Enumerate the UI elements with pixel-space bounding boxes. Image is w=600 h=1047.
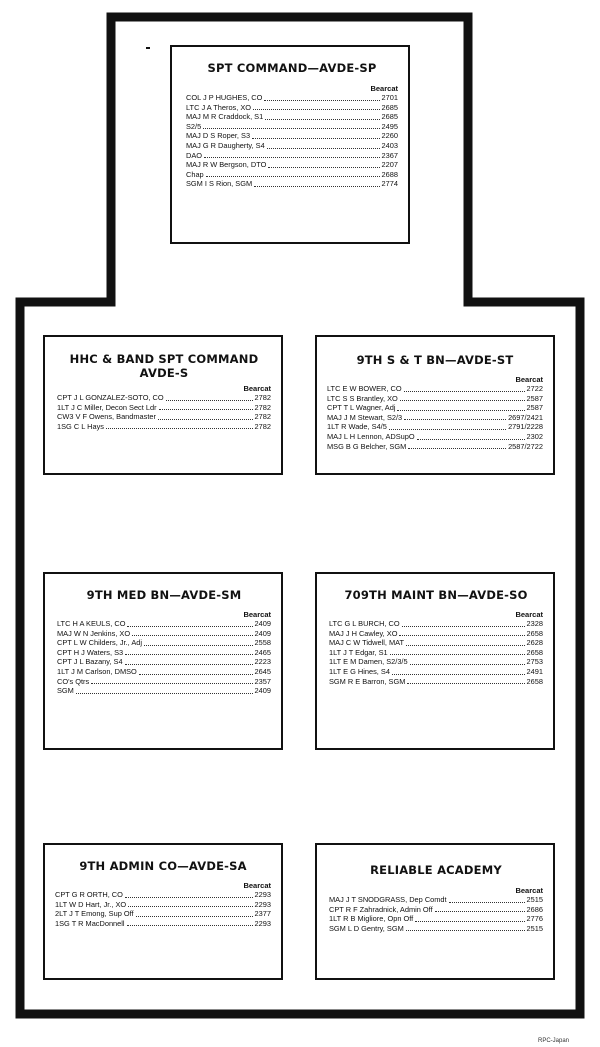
list-item [329,619,543,629]
box-title-line: 9TH MED BN—AVDE-SM [86,588,242,602]
entry-name: LTC E W BOWER, CO [327,384,402,393]
leader-dots [400,400,525,401]
leader-dots [206,176,380,177]
entry-name: 1LT J C Miller, Decon Sect Ldr [57,402,157,412]
entry-number: 2328 [526,619,543,628]
leader-dots [268,167,379,168]
entry-name: MAJ J T SNODGRASS, Dep Comdt [329,895,447,904]
entry-number: 2207 [381,160,398,170]
entry-number: 2293 [254,890,271,899]
list-item [327,422,543,432]
leader-dots [417,439,525,440]
entry-name: MAJ L H Lennon, ADSupO [327,431,415,441]
entry-name: 1LT E G Hines, S4 [329,666,390,676]
entry-name: CPT L W Childers, Jr., Adj [57,638,143,648]
entry-name: MSG B G Belcher, SGM [327,441,407,451]
leader-dots [267,148,380,149]
entry-number: 2753 [526,657,543,667]
entry-number: 2293 [254,899,271,909]
list-item [57,657,271,667]
entry-number: 2377 [254,909,271,919]
entry-number: 2302 [526,431,543,441]
entry-number: 2782 [254,412,271,422]
entry-name: SGM L D Gentry, SGM [329,923,404,933]
entry-name: MAJ W N Jenkins, XO [57,628,131,638]
list-item [329,629,543,639]
entry-number: 2776 [526,914,543,924]
entry-name: MAJ M R Craddock, S1 [186,112,264,122]
box-title-line: SPT COMMAND—AVDE-SP [207,61,377,75]
entry-name: SGM I S Rion, SGM [186,179,253,189]
entry-number: 2357 [254,676,271,686]
entry-number: 2367 [381,150,398,160]
list-item [327,384,543,394]
list-item [186,141,398,151]
leader-dots [389,429,506,430]
leader-dots [106,428,253,429]
box-title-line: 709TH MAINT BN—AVDE-SO [344,588,528,602]
list-item [327,403,543,413]
list-item [57,667,271,677]
list-item [186,93,398,103]
entry-name: CPT J L Bazany, S4 [57,657,123,667]
list-item [55,900,271,910]
box-title-line: 9TH ADMIN CO—AVDE-SA [79,859,247,873]
list-item [327,394,543,404]
maint-bn-box [315,572,555,750]
list-item [186,151,398,161]
leader-dots [408,448,506,449]
leader-dots [392,674,525,675]
entry-name: LTC J A Theros, XO [186,102,252,112]
box-title [329,863,543,877]
bearcat-subheader: Bearcat [243,610,271,619]
entry-name: 1LT R B Migliore, Opn Off [329,914,414,924]
entry-name: MAJ G R Daugherty, S4 [186,140,265,150]
box-title-line: 9TH S & T BN—AVDE-ST [356,353,514,367]
stray-mark [146,47,150,49]
entry-number: 2686 [526,904,543,914]
bearcat-subheader: Bearcat [370,84,398,93]
entry-list [186,93,398,189]
entry-number: 2791/2228 [508,422,543,432]
list-item [329,677,543,687]
list-item [186,160,398,170]
entry-number: 2701 [381,93,398,102]
leader-dots [144,645,253,646]
list-item [329,914,543,924]
entry-name: CW3 V F Owens, Bandmaster [57,412,156,422]
leader-dots [435,911,525,912]
list-item [57,638,271,648]
leader-dots [415,921,524,922]
admin-co-box [43,843,283,980]
box-title-line: AVDE-S [139,366,189,380]
box-title [57,588,271,602]
bearcat-subheader: Bearcat [515,886,543,895]
entry-name: DAO [186,150,203,160]
entry-number: 2782 [254,402,271,412]
entry-name: CO's Qtrs [57,676,90,686]
entry-list [329,619,543,686]
entry-name: MAJ J H Cawley, XO [329,628,398,638]
reliable-academy-box [315,843,555,980]
entry-name: 1LT J M Carlson, DMSO [57,666,137,676]
entry-number: 2558 [254,638,271,648]
entry-number: 2722 [526,384,543,393]
entry-name: 1LT E M Damen, S2/3/5 [329,657,408,667]
list-item [327,442,543,452]
entry-number: 2658 [526,647,543,657]
list-item [186,112,398,122]
entry-name: 1LT J T Edgar, S1 [329,647,388,657]
list-item [57,393,271,403]
entry-number: 2782 [254,421,271,431]
entry-name: CPT J L GONZALEZ-SOTO, CO [57,393,164,402]
list-item [186,103,398,113]
entry-list [55,890,271,928]
list-item [55,909,271,919]
entry-number: 2495 [381,121,398,131]
leader-dots [158,419,253,420]
leader-dots [390,654,525,655]
entry-name: SGM [57,686,74,696]
entry-list [57,619,271,696]
leader-dots [402,626,525,627]
list-item [329,905,543,915]
bearcat-subheader: Bearcat [243,384,271,393]
leader-dots [404,419,506,420]
list-item [57,412,271,422]
entry-name: 2LT J T Emong, Sup Off [55,909,134,919]
list-item [57,422,271,432]
leader-dots [265,119,379,120]
leader-dots [132,635,252,636]
list-item [57,629,271,639]
entry-name: MAJ R W Bergson, DTO [186,160,267,170]
leader-dots [127,925,253,926]
list-item [329,648,543,658]
leader-dots [125,664,253,665]
entry-number: 2403 [381,140,398,150]
entry-number: 2293 [254,918,271,928]
entry-number: 2685 [381,112,398,122]
leader-dots [410,664,525,665]
box-title-line: RELIABLE ACADEMY [370,863,502,877]
entry-list [329,895,543,933]
box-title-line: HHC & BAND SPT COMMAND [69,352,259,366]
leader-dots [203,128,379,129]
list-item [55,919,271,929]
leader-dots [125,897,253,898]
list-item [329,667,543,677]
leader-dots [125,654,252,655]
entry-number: 2587/2722 [508,441,543,451]
leader-dots [127,626,252,627]
leader-dots [449,902,525,903]
entry-number: 2465 [254,647,271,657]
entry-number: 2685 [381,102,398,112]
entry-number: 2628 [526,638,543,648]
leader-dots [159,409,253,410]
box-title [327,353,543,367]
list-item [55,890,271,900]
entry-name: 1LT W D Hart, Jr., XO [55,899,127,909]
leader-dots [399,635,524,636]
hhc-band-box [43,335,283,475]
leader-dots [91,683,252,684]
leader-dots [404,391,525,392]
leader-dots [166,400,253,401]
entry-number: 2782 [254,393,271,402]
entry-number: 2409 [254,686,271,696]
leader-dots [406,645,525,646]
printer-credit: RPC-Japan [537,1038,569,1044]
entry-name: CPT G R ORTH, CO [55,890,123,899]
entry-number: 2658 [526,628,543,638]
entry-number: 2223 [254,657,271,667]
entry-number: 2587 [526,393,543,403]
entry-number: 2515 [526,923,543,933]
spt-command-box [170,45,410,244]
entry-number: 2697/2421 [508,412,543,422]
entry-name: S2/5 [186,121,202,131]
entry-name: CPT R F Zahradnick, Admin Off [329,904,433,914]
entry-name: MAJ C W Tidwell, MAT [329,638,405,648]
s-and-t-bn-box [315,335,555,475]
list-item [329,657,543,667]
list-item [57,619,271,629]
entry-name: 1LT R Wade, S4/5 [327,422,387,432]
list-item [186,122,398,132]
list-item [186,179,398,189]
entry-number: 2515 [526,895,543,904]
leader-dots [136,916,253,917]
box-title [57,352,271,380]
list-item [186,170,398,180]
list-item [57,686,271,696]
entry-name: 1SG C L Hays [57,421,104,431]
entry-list [57,393,271,431]
box-title [329,588,543,602]
box-title [186,61,398,75]
leader-dots [76,693,253,694]
list-item [329,638,543,648]
leader-dots [406,930,525,931]
entry-number: 2688 [381,169,398,179]
list-item [57,648,271,658]
leader-dots [253,109,380,110]
bearcat-subheader: Bearcat [515,610,543,619]
entry-number: 2409 [254,628,271,638]
entry-number: 2774 [381,179,398,189]
entry-name: COL J P HUGHES, CO [186,93,263,102]
bearcat-subheader: Bearcat [243,881,271,890]
entry-name: SGM R E Barron, SGM [329,676,406,686]
leader-dots [252,138,379,139]
entry-number: 2587 [526,403,543,413]
entry-number: 2491 [526,666,543,676]
entry-number: 2260 [381,131,398,141]
leader-dots [407,683,524,684]
entry-name: LTC G L BURCH, CO [329,619,400,628]
list-item [327,432,543,442]
med-bn-box [43,572,283,750]
bearcat-subheader: Bearcat [515,375,543,384]
entry-name: LTC S S Brantley, XO [327,393,398,403]
entry-number: 2409 [254,619,271,628]
entry-name: Chap [186,169,204,179]
list-item [329,895,543,905]
leader-dots [128,906,252,907]
entry-name: MAJ D S Roper, S3 [186,131,251,141]
leader-dots [254,186,379,187]
entry-name: MAJ J M Stewart, S2/3 [327,412,403,422]
entry-number: 2645 [254,666,271,676]
leader-dots [204,157,380,158]
entry-list [327,384,543,451]
leader-dots [397,410,524,411]
list-item [57,403,271,413]
leader-dots [139,674,253,675]
entry-name: LTC H A KEULS, CO [57,619,126,628]
list-item [186,131,398,141]
entry-number: 2658 [526,676,543,686]
entry-name: CPT H J Waters, S3 [57,647,124,657]
entry-name: CPT T L Wagner, Adj [327,403,396,413]
box-title [55,859,271,873]
list-item [57,677,271,687]
list-item [327,413,543,423]
entry-name: 1SG T R MacDonnell [55,918,125,928]
list-item [329,924,543,934]
leader-dots [264,100,379,101]
